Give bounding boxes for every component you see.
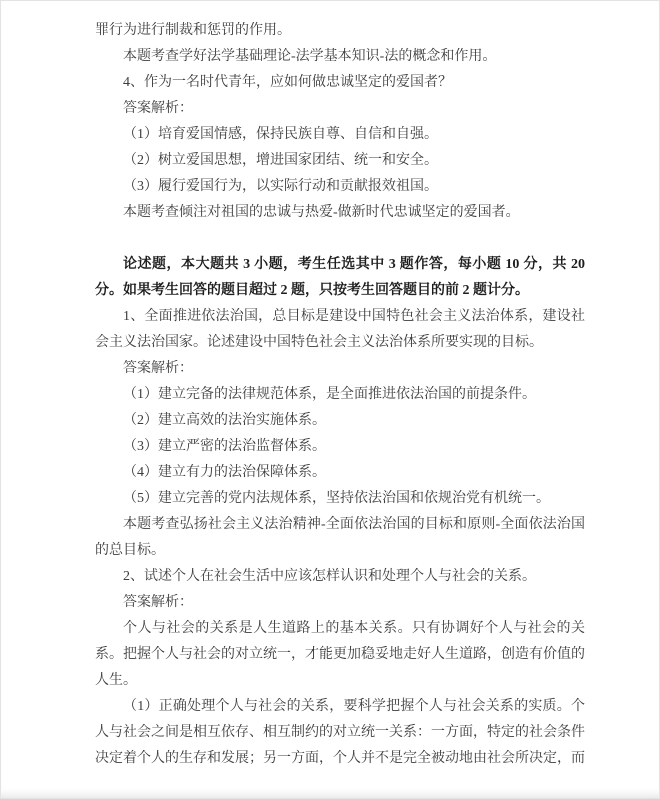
exam-scope-note: 本题考查弘扬社会主义法治精神-全面依法治国的目标和原则-全面依法治国的总目标。	[95, 517, 585, 558]
answer-point: （5）建立完善的党内法规体系，坚持依法治国和依规治党有机统一。	[123, 491, 550, 506]
answer-analysis-label: 答案解析：	[123, 595, 193, 610]
answer-point: （3）建立严密的法治监督体系。	[123, 439, 326, 454]
question-4: 4、作为一名时代青年，应如何做忠诚坚定的爱国者？	[123, 75, 452, 90]
document-content	[1, 1, 659, 798]
answer-point: （4）建立有力的法治保障体系。	[123, 465, 326, 480]
paragraph-tail: 罪行为进行制裁和惩罚的作用。	[95, 23, 291, 38]
question-2: 2、试述个人在社会生活中应该怎样认识和处理个人与社会的关系。	[123, 569, 536, 584]
answer-point: （1）培育爱国情感，保持民族自尊、自信和自强。	[123, 127, 438, 142]
answer-point: （3）履行爱国行为，以实际行动和贡献报效祖国。	[123, 179, 438, 194]
answer-analysis-label: 答案解析：	[123, 101, 193, 116]
answer-point: （2）树立爱国思想，增进国家团结、统一和安全。	[123, 153, 438, 168]
section-instructions: 论述题，本大题共 3 小题，考生任选其中 3 题作答，每小题 10 分，共 20 分。如果考生回答的题目超过 2 题，只按考生回答题目的前 2 题计分。	[95, 257, 585, 298]
exam-scope-note: 本题考查倾注对祖国的忠诚与热爱-做新时代忠诚坚定的爱国者。	[123, 205, 520, 220]
answer-point: （1）建立完备的法律规范体系，是全面推进依法治国的前提条件。	[123, 387, 536, 402]
answer-point: （1）正确处理个人与社会的关系，要科学把握个人与社会关系的实质。个人与社会之间是相互依存、相互制约的对立统一关系：一方面，特定的社会条件决定着个人的生存和发展；另一方面，个人并不是完全被动地由社会所决定，而	[95, 699, 585, 766]
section-gap	[95, 226, 585, 252]
answer-analysis-label: 答案解析：	[123, 361, 193, 376]
exam-scope-note: 本题考查学好法学基础理论-法学基本知识-法的概念和作用。	[123, 49, 497, 64]
answer-paragraph: 个人与社会的关系是人生道路上的基本关系。只有协调好个人与社会的关系。把握个人与社会的对立统一，才能更加稳妥地走好人生道路，创造有价值的人生。	[95, 621, 585, 688]
question-1: 1、全面推进依法治国，总目标是建设中国特色社会主义法治体系，建设社会主义法治国家。论述建设中国特色社会主义法治体系所要实现的目标。	[95, 309, 585, 350]
answer-point: （2）建立高效的法治实施体系。	[123, 413, 326, 428]
